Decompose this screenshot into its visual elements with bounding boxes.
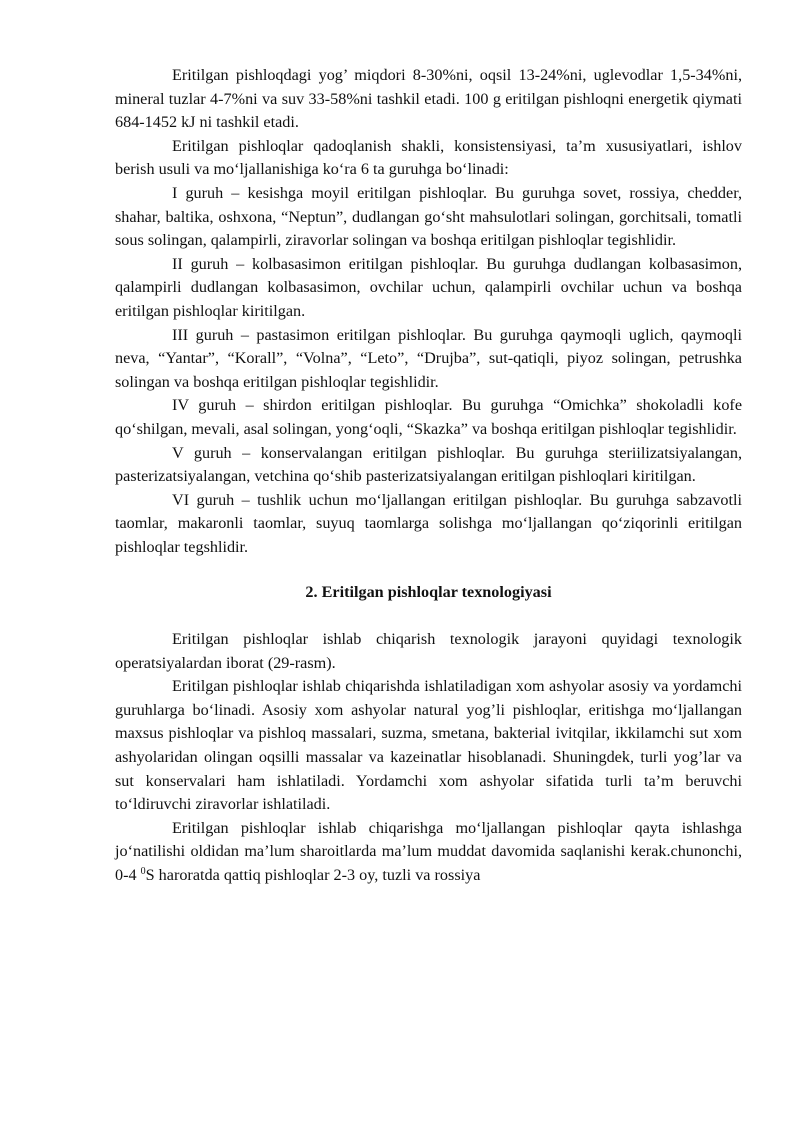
paragraph-composition: Eritilgan pishloqdagi yog’ miqdori 8-30%ni, oqsil 13-24%ni, uglevodlar 1,5-34%ni, mineral tuzlar 4-7%ni va suv 33-58%ni tashkil etadi. 100 g eritilgan pishloqni energetik qiymati 684-1452 kJ ni tashkil etadi.	[115, 66, 742, 132]
paragraph-storage	[115, 817, 742, 888]
degree-superscript: 0	[140, 866, 146, 877]
storage-text-start: Eritilgan pishloqlar ishlab chiqarishga mo‘ljallangan pishloqlar qayta ishlashga jo‘natilishi oldidan ma’lum sharoitlarda ma’lum muddat davomida saqlanishi kerak.chunonchi, 0-4	[115, 818, 742, 884]
document-page	[115, 64, 742, 888]
paragraph-raw-materials: Eritilgan pishloqlar ishlab chiqarishda ishlatiladigan xom ashyolar asosiy va yordamchi guruhlarga bo‘linadi. Asosiy xom ashyolar natural yog’li pishloqlar, eritishga mo‘ljallangan maxsus pishloqlar va pishloq massalari, suzma, smetana, bakterial ivitqilar, ikkilamchi sut xom ashyolaridan olingan oqsilli massalar va kazeinatlar hisoblanadi. Shuningdek, turli yog’lar va sut konservalari ham ishlatiladi. Yordamchi xom ashyolar sifatida turli ta’m beruvchi to‘ldiruvchi ziravorlar ishlatiladi.	[115, 677, 742, 814]
paragraph-group-5: V guruh – konservalangan eritilgan pishloqlar. Bu guruhga steriilizatsiyalangan, pasterizatsiyalangan, vetchina qo‘shib pasterizatsiyalangan eritilgan pishloqlari kiritilgan.	[115, 443, 742, 486]
paragraph-group-2: II guruh – kolbasasimon eritilgan pishloqlar. Bu guruhga dudlangan kolbasasimon, qalampirli dudlangan kolbasasimon, ovchilar uchun, qalampirli ovchilar uchun va boshqa eritilgan pishloqlar kiritilgan.	[115, 254, 742, 320]
paragraph-group-3: III guruh – pastasimon eritilgan pishloqlar. Bu guruhga qaymoqli uglich, qaymoqli neva, “Yantar”, “Korall”, “Volna”, “Leto”, “Drujba”, sut-qatiqli, piyoz solingan, petrushka solingan va boshqa eritilgan pishloqlar tegishlidir.	[115, 325, 742, 391]
paragraph-group-4: IV guruh – shirdon eritilgan pishloqlar. Bu guruhga “Omichka” shokoladli kofe qo‘shilgan, mevali, asal solingan, yong‘oqli, “Skazka” va boshqa eritilgan pishloqlar tegishlidir.	[115, 396, 742, 438]
paragraph-group-1: I guruh – kesishga moyil eritilgan pishloqlar. Bu guruhga sovet, rossiya, chedder, shahar, baltika, oshxona, “Neptun”, dudlangan go‘sht mahsulotlari solingan, gorchitsali, tomatli sous solingan, qalampirli, ziravorlar solingan va boshqa eritilgan pishloqlar tegishlidir.	[115, 183, 742, 250]
storage-text-end: S haroratda qattiq pishloqlar 2-3 oy, tuzli va rossiya	[145, 866, 481, 884]
section-heading: 2. Eritilgan pishloqlar texnologiyasi	[305, 583, 552, 602]
paragraph-process-intro: Eritilgan pishloqlar ishlab chiqarish texnologik jarayoni quyidagi texnologik operatsiyalardan iborat (29-rasm).	[115, 630, 742, 672]
paragraph-group-6: VI guruh – tushlik uchun mo‘ljallangan eritilgan pishloqlar. Bu guruhga sabzavotli taomlar, makaronli taomlar, suyuq taomlarga solishga mo‘ljallangan qo‘ziqorinli eritilgan pishloqlar tegshlidir.	[115, 490, 742, 556]
paragraph-classification: Eritilgan pishloqlar qadoqlanish shakli, konsistensiyasi, ta’m xususiyatlari, ishlov berish usuli va mo‘ljallanishiga ko‘ra 6 ta guruhga bo‘linadi:	[115, 136, 742, 179]
